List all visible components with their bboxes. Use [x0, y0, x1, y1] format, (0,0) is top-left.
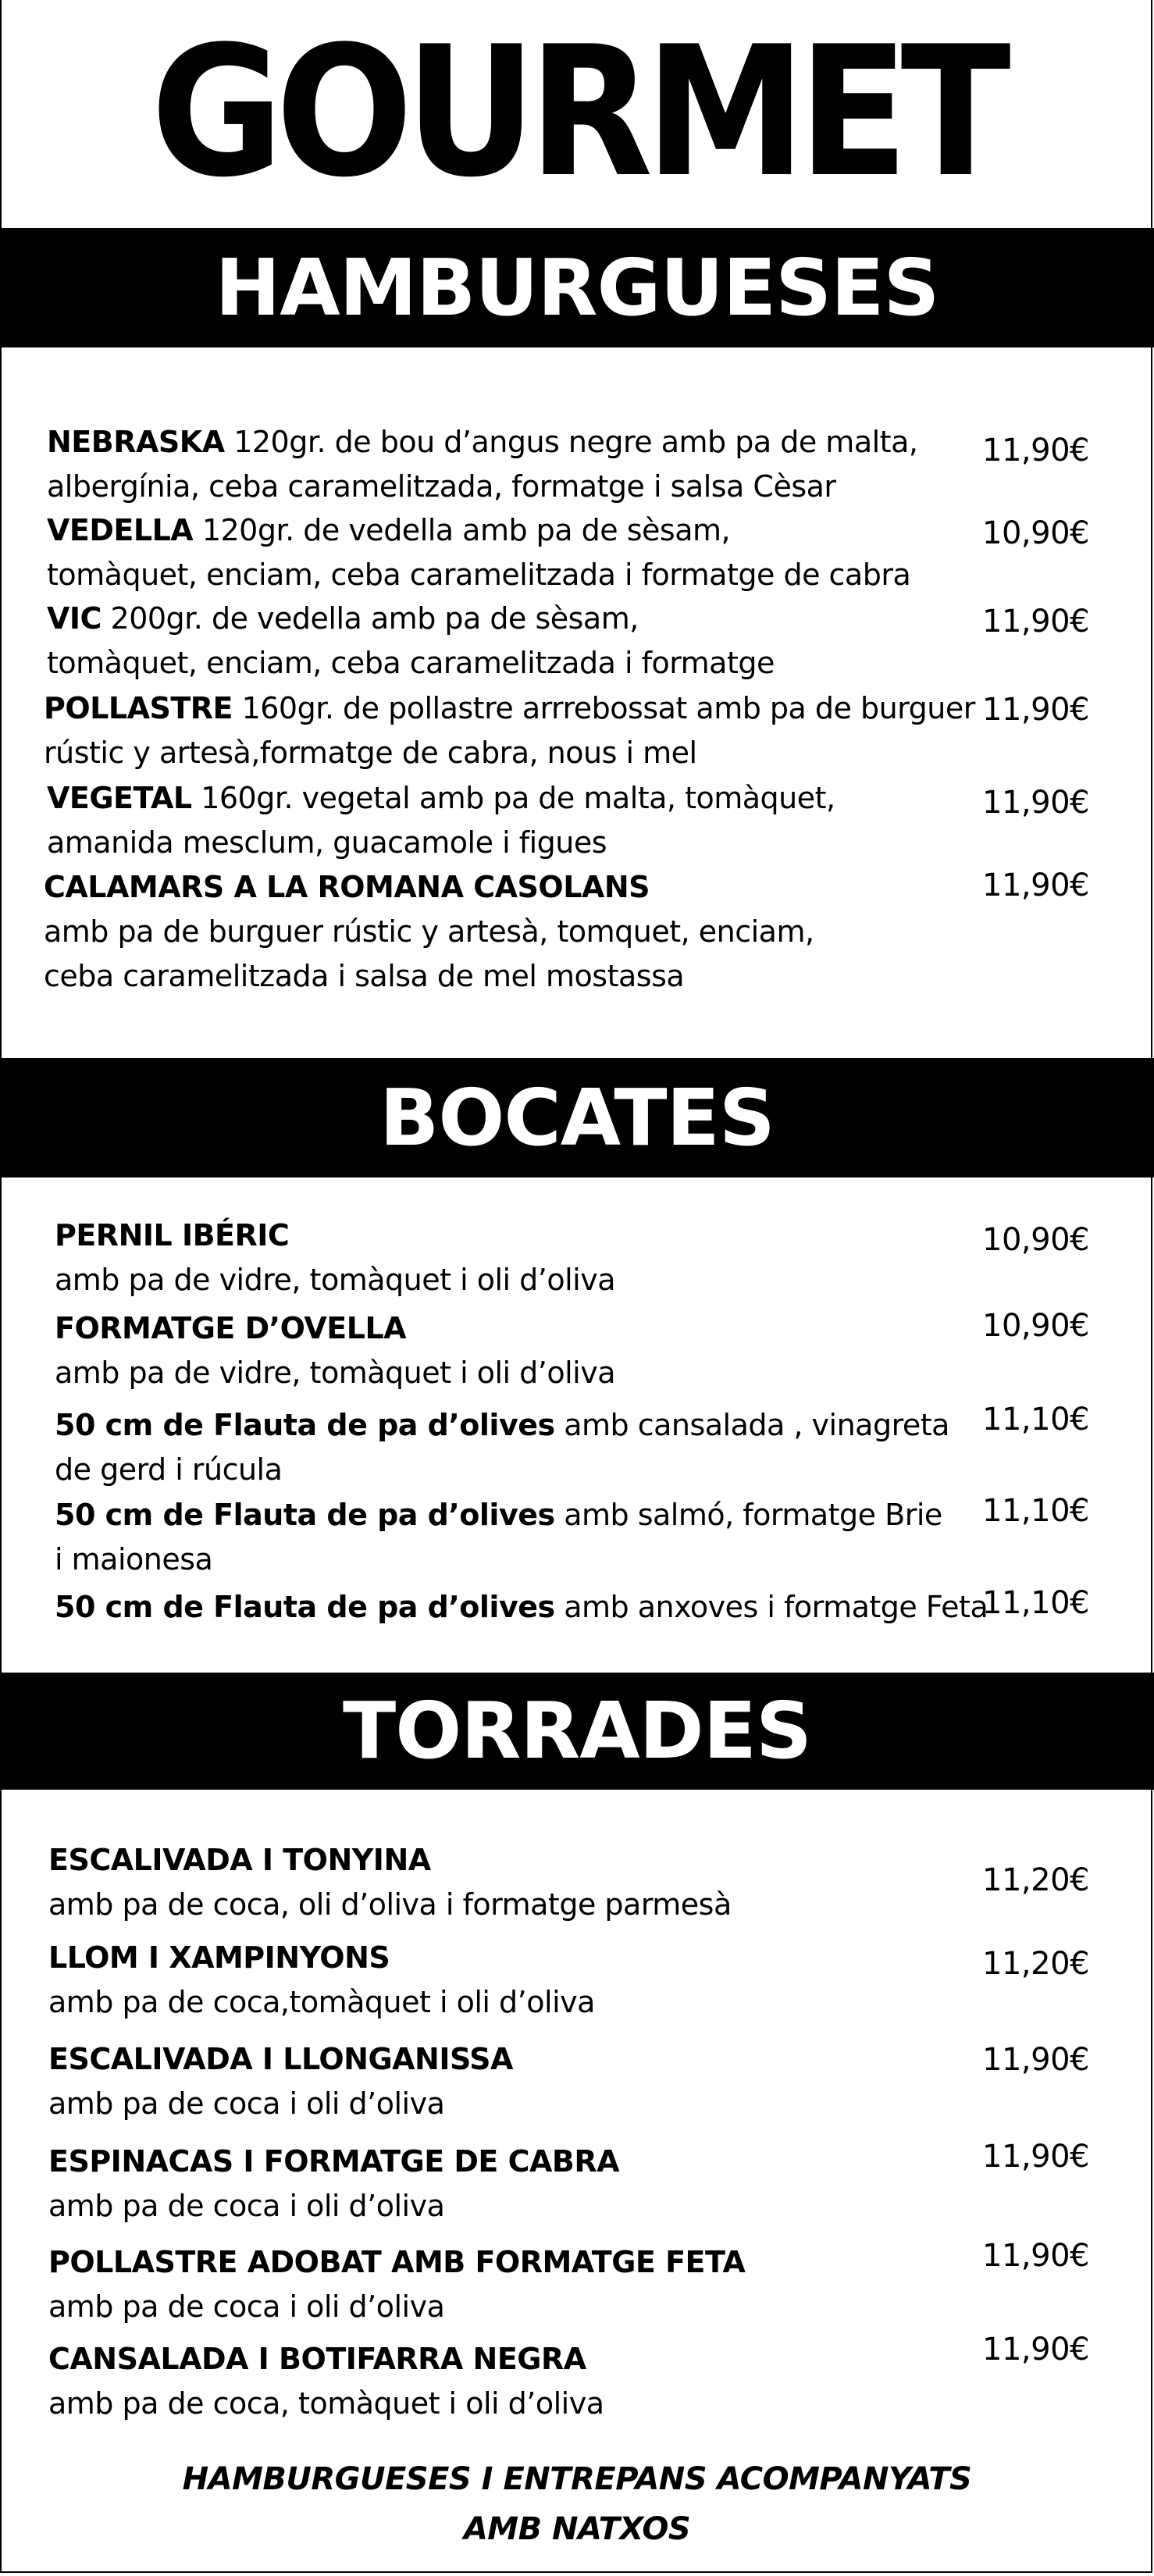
menu-item-price: 11,90€ — [982, 868, 1089, 903]
menu-item-vedella: VEDELLA 120gr. de vedella amb pa de sèsam, tomàquet, enciam, ceba caramelitzada i formatge de cabra — [47, 513, 911, 592]
menu-item-pollastre: POLLASTRE 160gr. de pollastre arrrebossat amb pa de burguer rústic y artesà,formatge de cabra, nous i mel — [44, 691, 975, 770]
menu-item-flauta-salmo: 50 cm de Flauta de pa d’olives amb salmó, formatge Brie i maionesa — [55, 1498, 942, 1577]
menu-item-price: 11,90€ — [982, 433, 1089, 469]
menu-item-price: 11,10€ — [982, 1493, 1089, 1529]
menu-item-price: 11,10€ — [982, 1585, 1089, 1621]
menu-item-vic: VIC 200gr. de vedella amb pa de sèsam, tomàquet, enciam, ceba caramelitzada i formatge — [47, 601, 775, 680]
menu-item-nebraska: NEBRASKA 120gr. de bou d’angus negre amb pa de malta, albergínia, ceba caramelitzada, formatge i salsa Cèsar — [47, 425, 918, 504]
menu-item-price: 11,90€ — [982, 2139, 1089, 2175]
menu-item-flauta-cansalada: 50 cm de Flauta de pa d’olives amb cansalada , vinagreta de gerd i rúcula — [55, 1408, 949, 1487]
menu-item-price: 11,90€ — [982, 785, 1089, 821]
menu-item-escalivada-llonganissa: ESCALIVADA I LLONGANISSA amb pa de coca i oli d’oliva — [48, 2042, 513, 2121]
menu-item-price: 11,90€ — [982, 692, 1089, 728]
footer-note: HAMBURGUESES I ENTREPANS ACOMPANYATS AMB NATXOS — [182, 2461, 972, 2547]
menu-item-price: 11,90€ — [982, 2332, 1089, 2368]
section-header-bocates: BOCATES — [0, 1058, 1154, 1178]
menu-item-flauta-anxoves: 50 cm de Flauta de pa d’olives amb anxoves i formatge Feta — [55, 1590, 988, 1624]
section-header-torrades: TORRADES — [0, 1673, 1154, 1790]
menu-item-price: 11,20€ — [982, 1946, 1089, 1982]
menu-item-vegetal: VEGETAL 160gr. vegetal amb pa de malta, tomàquet, amanida mesclum, guacamole i figues — [47, 781, 835, 860]
menu-item-espinacas-formatge: ESPINACAS I FORMATGE DE CABRA amb pa de coca i oli d’oliva — [48, 2144, 620, 2223]
menu-item-price: 10,90€ — [982, 1222, 1089, 1258]
menu-item-pernil-iberic: PERNIL IBÉRIC amb pa de vidre, tomàquet i oli d’oliva — [55, 1218, 615, 1297]
menu-item-cansalada-botifarra: CANSALADA I BOTIFARRA NEGRA amb pa de coca, tomàquet i oli d’oliva — [48, 2342, 604, 2421]
menu-item-price: 11,90€ — [982, 2238, 1089, 2274]
menu-item-price: 11,20€ — [982, 1862, 1089, 1898]
section-header-hamburgueses: HAMBURGUESES — [0, 228, 1154, 347]
menu-item-formatge-ovella: FORMATGE D’OVELLA amb pa de vidre, tomàquet i oli d’oliva — [55, 1311, 615, 1390]
menu-item-llom-xampinyons: LLOM I XAMPINYONS amb pa de coca,tomàquet i oli d’oliva — [48, 1940, 595, 2019]
menu-item-price: 11,90€ — [982, 604, 1089, 640]
menu-item-price: 10,90€ — [982, 1308, 1089, 1344]
menu-item-pollastre-adobat: POLLASTRE ADOBAT AMB FORMATGE FETA amb pa de coca i oli d’oliva — [48, 2245, 746, 2324]
menu-item-price: 11,90€ — [982, 2042, 1089, 2078]
menu-title: GOURMET — [151, 9, 1003, 217]
menu-item-calamars: CALAMARS A LA ROMANA CASOLANS amb pa de burguer rústic y artesà, tomquet, enciam, ceba caramelitzada i salsa de mel mostassa — [44, 870, 814, 993]
menu-item-price: 10,90€ — [982, 515, 1089, 551]
menu-item-price: 11,10€ — [982, 1402, 1089, 1438]
menu-item-escalivada-tonyina: ESCALIVADA I TONYINA amb pa de coca, oli d’oliva i formatge parmesà — [48, 1843, 732, 1922]
